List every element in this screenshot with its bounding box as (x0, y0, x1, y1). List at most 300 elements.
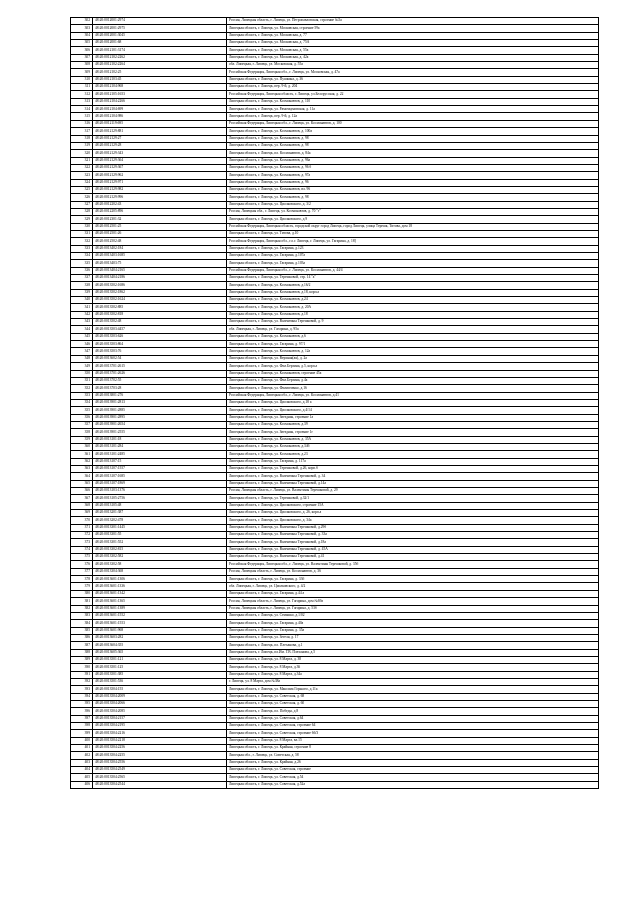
row-number-cell: 345 (71, 333, 93, 340)
table-row (71, 172, 599, 179)
row-number-cell: 308 (71, 62, 93, 69)
cadastral-number-cell: 48:20:0013901:2813 (93, 399, 227, 406)
row-number-cell: 337 (71, 275, 93, 282)
cadastral-number-cell: 48:20:0013601:1553 (93, 620, 227, 627)
row-number-cell: 368 (71, 502, 93, 509)
cadastral-number-cell: 48:20:0013107:1685 (93, 473, 227, 480)
table-row (71, 627, 599, 634)
address-cell: Липецкая область, г. Липецк, ул. Советская, строение (227, 767, 599, 774)
table-row (71, 289, 599, 296)
table-row (71, 620, 599, 627)
cadastral-number-cell: 48:20:0012104:2266 (93, 98, 227, 105)
table-row (71, 407, 599, 414)
address-cell: Липецкая область, г. Липецк, ул. Московская, д. 77 (227, 32, 599, 39)
cadastral-number-cell: 48:20:0012502:48 (93, 238, 227, 245)
cadastral-number-cell: 48:20:0013601:1336 (93, 583, 227, 590)
row-number-cell: 336 (71, 267, 93, 274)
address-cell: Липецкая область, г. Липецк, ул. Космонавтов, д.24 (227, 297, 599, 304)
address-cell: Липецкая область, г. Липецк, ул. Валентины Терешковой, д.29б (227, 524, 599, 531)
row-number-cell: 392 (71, 678, 93, 685)
row-number-cell: 342 (71, 311, 93, 318)
row-number-cell: 405 (71, 774, 93, 781)
address-cell: Россия, Липецкая область, г. Липецк, ул. Космонавтов, д. 36 (227, 568, 599, 575)
address-cell: Российская Федерация, Липецкая обл., г. Липецк, ул. Космонавтов, д. 44/4 (227, 267, 599, 274)
row-number-cell: 387 (71, 642, 93, 649)
cadastral-number-cell: 48:20:0013901:2895 (93, 414, 227, 421)
row-number-cell: 363 (71, 465, 93, 472)
address-cell: Липецкая область, г. Липецк, ул. Максима Горького, д.11а (227, 686, 599, 693)
table-row (71, 106, 599, 113)
table-row (71, 62, 599, 69)
cadastral-number-cell: 48:20:0012001:68 (93, 40, 227, 47)
cadastral-number-cell: 48:20:0013601:1306 (93, 576, 227, 583)
cadastral-number-cell: 48:20:0013107:1557 (93, 465, 227, 472)
row-number-cell: 343 (71, 319, 93, 326)
table-row (71, 385, 599, 392)
cadastral-number-cell: 48:20:0013504:2085 (93, 708, 227, 715)
cadastral-number-cell: 48:20:0013701:2626 (93, 370, 227, 377)
row-number-cell: 341 (71, 304, 93, 311)
address-cell: Липецкая область, г. Липецк, ул. Верхняя(ая), д. 2а (227, 355, 599, 362)
table-row (71, 76, 599, 83)
row-number-cell: 379 (71, 583, 93, 590)
row-number-cell: 365 (71, 480, 93, 487)
cadastral-number-cell: 48:20:0013301:55 (93, 532, 227, 539)
row-number-cell: 403 (71, 759, 93, 766)
table-row (71, 465, 599, 472)
cadastral-number-cell: 48:20:0013503:864 (93, 341, 227, 348)
address-cell: Липецкая область, г. Липецк, ул. Крайняя, д.26 (227, 759, 599, 766)
row-number-cell: 324 (71, 179, 93, 186)
row-number-cell: 332 (71, 238, 93, 245)
row-number-cell: 355 (71, 407, 93, 414)
address-cell: Липецкая область, г. Липецк, ул. Терешковой, д.32/1 (227, 495, 599, 502)
row-number-cell: 328 (71, 208, 93, 215)
table-row (71, 583, 599, 590)
cadastral-number-cell: 48:20:0012129:971 (93, 179, 227, 186)
table-row (71, 473, 599, 480)
table-row (71, 179, 599, 186)
cadastral-number-cell: 48:20:0012129:996 (93, 194, 227, 201)
address-cell: обл. Липецкая, г. Липецк, ул. Циолковского, д. 4/2 (227, 583, 599, 590)
cadastral-number-cell: 48:20:0013504:2565 (93, 774, 227, 781)
table-row (71, 436, 599, 443)
address-cell: Липецкая область, г. Липецк, пл. Плеханова, д.1 (227, 642, 599, 649)
row-number-cell: 327 (71, 201, 93, 208)
table-row (71, 326, 599, 333)
address-cell: Липецкая область, г. Липецк, ул. Космонавтов, д. 98 (227, 135, 599, 142)
cadastral-number-cell: 48:20:0013504:2216 (93, 730, 227, 737)
address-cell: Липецкая область, г. Липецк, ул. Советская, д.64 (227, 715, 599, 722)
row-number-cell: 404 (71, 767, 93, 774)
table-row (71, 495, 599, 502)
address-cell: Российская Федерация, Липецкая обл., г. Липецк, ул. Московская, д. 47а (227, 69, 599, 76)
table-row (71, 598, 599, 605)
table-row (71, 150, 599, 157)
row-number-cell: 378 (71, 576, 93, 583)
table-row (71, 612, 599, 619)
row-number-cell: 352 (71, 385, 93, 392)
address-cell: Липецкая область, г. Липецк, ул. Советская, строение 66/3 (227, 730, 599, 737)
row-number-cell: 381 (71, 598, 93, 605)
address-cell: Липецкая область, г. Липецк, ул. Фил.Берзина, д.4а (227, 377, 599, 384)
table-row (71, 84, 599, 91)
row-number-cell: 375 (71, 554, 93, 561)
table-row (71, 532, 599, 539)
table-row (71, 752, 599, 759)
address-cell: Липецкая область, г. Липецк, ул. 8 Марта, вл.15 (227, 737, 599, 744)
row-number-cell: 309 (71, 69, 93, 76)
address-cell: Липецкая область, г. Липецк, ул. 8 Марта, д.34а (227, 671, 599, 678)
row-number-cell: 326 (71, 194, 93, 201)
row-number-cell: 346 (71, 341, 93, 348)
cadastral-number-cell: 48:20:0013501:121 (93, 656, 227, 663)
address-cell: Российская Федерация, Липецкая обл., г. Липецк, ул. Валентины Терешковой, д. 35б (227, 561, 599, 568)
cadastral-number-cell: 48:20:0013601:1552 (93, 612, 227, 619)
cadastral-number-cell: 48:20:0012501:26 (93, 230, 227, 237)
cadastral-number-cell: 48:20:0013105:2756 (93, 495, 227, 502)
row-number-cell: 350 (71, 370, 93, 377)
row-number-cell: 396 (71, 708, 93, 715)
cadastral-number-cell: 48:20:0013702:55 (93, 377, 227, 384)
table-row (71, 40, 599, 47)
address-cell: Липецкая область, г. Липецк, ул. Космонавтов, д. 96 б (227, 164, 599, 171)
table-row (71, 355, 599, 362)
table-row (71, 451, 599, 458)
cadastral-number-cell: 48:20:0012301:32 (93, 216, 227, 223)
cadastral-number-cell: 48:20:0013701:2615 (93, 363, 227, 370)
address-cell: Липецкая область, г. Липецк, ул. Московская, строение 59а (227, 25, 599, 32)
row-number-cell: 305 (71, 40, 93, 47)
row-number-cell: 312 (71, 91, 93, 98)
cadastral-number-cell: 48:20:0012102:2264 (93, 62, 227, 69)
cadastral-number-cell: 48:20:0013901:2654 (93, 421, 227, 428)
table-row (71, 678, 599, 685)
address-cell: Липецкая область, г. Липецк, ул. Пушкина, д. 36 (227, 76, 599, 83)
table-row (71, 510, 599, 517)
row-number-cell: 397 (71, 715, 93, 722)
cadastral-number-cell: 48:20:0013404:2186 (93, 275, 227, 282)
cadastral-number-cell: 48:20:0013604:355 (93, 642, 227, 649)
cadastral-number-cell: 48:20:0013601:1389 (93, 605, 227, 612)
address-cell: Липецкая область, г. Липецк, ул. Гагарина, д.123 (227, 245, 599, 252)
cadastral-number-cell: 48:20:0013601:1365 (93, 598, 227, 605)
row-number-cell: 372 (71, 532, 93, 539)
table-row (71, 458, 599, 465)
address-cell: Липецкая область, г. Липецк, ул. Титова, д.10 (227, 230, 599, 237)
cadastral-number-cell: 48:20:0013605:365 (93, 649, 227, 656)
row-number-cell: 311 (71, 84, 93, 91)
cadastral-number-cell: 48:20:0013201:387 (93, 510, 227, 517)
cadastral-number-cell: 48:20:0013601:1342 (93, 590, 227, 597)
cadastral-number-cell: 48:20:0013403:1685 (93, 253, 227, 260)
address-cell: Липецкая область, г. Липецк, ул. Зегеля, д. 17 (227, 634, 599, 641)
address-cell: Липецкая область, г. Липецк, ул. Циолковского, д.9 (227, 216, 599, 223)
address-cell: Липецкая область, г. Липецк, пл.Им. Г.В. Плеханова, д.5 (227, 649, 599, 656)
row-number-cell: 338 (71, 282, 93, 289)
table-row (71, 363, 599, 370)
table-row (71, 319, 599, 326)
table-row (71, 693, 599, 700)
address-cell: Липецкая область, г. Липецк, ул. Космонавтов, д. 20А (227, 304, 599, 311)
cadastral-number-cell: 48:20:0012129:982 (93, 186, 227, 193)
cadastral-number-cell: 48:20:0012129:962 (93, 172, 227, 179)
table-row (71, 399, 599, 406)
row-number-cell: 406 (71, 781, 93, 788)
cadastral-number-cell: 48:20:0013107:15 (93, 458, 227, 465)
table-row (71, 781, 599, 788)
address-cell: Липецкая область, г. Липецк, ул. Валентины Терешковой, д. 33а (227, 532, 599, 539)
cadastral-number-cell: 48:20:0013302:582 (93, 554, 227, 561)
table-row (71, 377, 599, 384)
row-number-cell: 377 (71, 568, 93, 575)
table-row (71, 135, 599, 142)
table-row (71, 568, 599, 575)
table-row (71, 502, 599, 509)
table-row (71, 554, 599, 561)
row-number-cell: 339 (71, 289, 93, 296)
cadastral-number-cell: 48:20:0012129:881 (93, 128, 227, 135)
address-cell: Липецкая область, г. Липецк, ул. Крайняя, строение 8 (227, 745, 599, 752)
cadastral-number-cell: 48:20:0012501:25 (93, 223, 227, 230)
row-number-cell: 306 (71, 47, 93, 54)
cadastral-number-cell: 48:20:0013105:48 (93, 502, 227, 509)
table-row (71, 488, 599, 495)
address-cell: Липецкая область, г. Липецк, ул. Космонавтов, д.34б (227, 443, 599, 450)
row-number-cell: 373 (71, 539, 93, 546)
table-row (71, 341, 599, 348)
table-row (71, 282, 599, 289)
cadastral-number-cell: 48:20:0013504:2218 (93, 737, 227, 744)
table-row (71, 634, 599, 641)
table-row (71, 605, 599, 612)
row-number-cell: 315 (71, 113, 93, 120)
address-cell: Липецкая область, г. Липецк, ул. Космонавтов, д. 98 (227, 194, 599, 201)
address-cell: Липецкая область, г. Липецк, пер. 9-й, д. 204 (227, 84, 599, 91)
table-row (71, 54, 599, 61)
table-row (71, 664, 599, 671)
address-cell: Липецкая область, г. Липецк, ул. Валентины Терешковой, д. 45А (227, 546, 599, 553)
row-number-cell: 376 (71, 561, 93, 568)
cadastral-number-cell: 48:20:0012202:43 (93, 201, 227, 208)
table-row (71, 686, 599, 693)
row-number-cell: 314 (71, 106, 93, 113)
address-cell: Липецкая область, г. Липецк, ул. Валентины Терешковой, д. 34 (227, 473, 599, 480)
cadastral-number-cell: 48:20:0013302:58 (93, 561, 227, 568)
address-cell: Липецкая область, г. Липецк, ул. Гагарина, д. 97/1 (227, 341, 599, 348)
address-cell: Липецкая область, г. Липецк, ул. Космонавтов, вл. 96 (227, 186, 599, 193)
row-number-cell: 325 (71, 186, 93, 193)
table-row (71, 208, 599, 215)
table-row (71, 774, 599, 781)
cadastral-number-cell: 48:20:0012129:28 (93, 142, 227, 149)
table-row (71, 91, 599, 98)
address-cell: Липецкая область, г. Липецк, ул. Космонавтов, д. 98 (227, 142, 599, 149)
cadastral-number-cell: 48:20:0012102:25 (93, 69, 227, 76)
cadastral-number-cell: 48:20:0013502:1624 (93, 297, 227, 304)
address-cell: Липецкая область, г. Липецк, ул. Циолковского, д. 26, корп.а (227, 510, 599, 517)
row-number-cell: 316 (71, 120, 93, 127)
table-row (71, 539, 599, 546)
cadastral-number-cell: 48:20:0013502:818 (93, 311, 227, 318)
table-row (71, 120, 599, 127)
cadastral-number-cell: 48:20:0012001:3045 (93, 32, 227, 39)
row-number-cell: 400 (71, 737, 93, 744)
cadastral-number-cell: 48:20:0012001:2975 (93, 25, 227, 32)
cadastral-number-cell: 48:20:0013504:155 (93, 686, 227, 693)
address-cell: Липецкая область, г. Липецк, ул. Космонавтов, д. 35А (227, 436, 599, 443)
address-cell: Липецкая область, г. Липецк, ул. 8 Марта, д.36 (227, 664, 599, 671)
address-cell: Липецкая область, г. Липецк, ул. Гагарина, д.103а (227, 260, 599, 267)
cadastral-number-cell: 48:20:0012129:364 (93, 157, 227, 164)
table-row (71, 194, 599, 201)
table-row (71, 260, 599, 267)
cadastral-number-cell: 48:20:0013504:2544 (93, 781, 227, 788)
cadastral-number-cell: 48:20:0012205:896 (93, 208, 227, 215)
row-number-cell: 362 (71, 458, 93, 465)
cadastral-number-cell: 48:20:0012102:2262 (93, 54, 227, 61)
cadastral-number-cell: 48:20:0013501:385 (93, 671, 227, 678)
row-number-cell: 385 (71, 627, 93, 634)
row-number-cell: 402 (71, 752, 93, 759)
address-cell: Липецкая область, г. Липецк, ул. Московская, д. 42а (227, 54, 599, 61)
table-row (71, 745, 599, 752)
cadastral-number-cell: 48:20:0012129:27 (93, 135, 227, 142)
table-body (71, 18, 599, 789)
address-cell: Липецкая область, г. Липецк, ул. Московская, д. 55а (227, 47, 599, 54)
table-row (71, 157, 599, 164)
cadastral-number-cell: 48:20:0013502:1686 (93, 282, 227, 289)
cadastral-number-cell: 48:20:0013101:2485 (93, 451, 227, 458)
row-number-cell: 333 (71, 245, 93, 252)
address-cell: Российская Федерация, Липецкая обл., г. Липецк, ул. Космонавтов, д. 100 (227, 120, 599, 127)
row-number-cell: 330 (71, 223, 93, 230)
address-cell: г. Липецк, ул. 8 Марта, дом №38а (227, 678, 599, 685)
cadastral-number-cell: 48:20:0013502:48 (93, 319, 227, 326)
table-row (71, 128, 599, 135)
address-cell: Липецкая область, г. Липецк, ул. Звездная, строение 1г (227, 429, 599, 436)
address-cell: Россия, Липецкая область, г. Липецк, ул. Гагарина, д. 53б (227, 605, 599, 612)
row-number-cell: 374 (71, 546, 93, 553)
cadastral-number-cell: 48:20:0013103:1376 (93, 488, 227, 495)
address-cell: Российская Федерация, Липецкая обл., г. Липецк, ул. Космонавтов, д.41 (227, 392, 599, 399)
address-cell: Липецкая область, г. Липецк, ул. Филипченко, д.16 (227, 385, 599, 392)
row-number-cell: 303 (71, 25, 93, 32)
cadastral-number-cell: 48:20:0013107:1869 (93, 480, 227, 487)
row-number-cell: 320 (71, 150, 93, 157)
address-cell: Липецкая область, г. Липецк, пер. 9-й, д. 12а (227, 113, 599, 120)
table-row (71, 429, 599, 436)
cadastral-number-cell: 48:20:0013101:18 (93, 436, 227, 443)
address-cell: Липецкая область, г. Липецк, ул. Гагарина, д. 35а (227, 627, 599, 634)
row-number-cell: 391 (71, 671, 93, 678)
row-number-cell: 370 (71, 517, 93, 524)
table-row (71, 304, 599, 311)
table-row (71, 311, 599, 318)
land-parcel-table (70, 17, 599, 789)
address-cell: Липецкая область, г. Липецк, ул. Валентины Терешковой, д.14а (227, 480, 599, 487)
address-cell: обл. Липецкая, г. Липецк, ул. Московская, д. 55а (227, 62, 599, 69)
address-cell: Липецкая область, г. Липецк, ул. Гагарина, д.107а (227, 253, 599, 260)
cadastral-number-cell: 48:20:0013503:4457 (93, 326, 227, 333)
row-number-cell: 364 (71, 473, 93, 480)
table-row (71, 69, 599, 76)
address-cell: Липецкая область, г. Липецк, ул. Советская, строение 64 (227, 723, 599, 730)
cadastral-number-cell: 48:20:0013504:2255 (93, 752, 227, 759)
cadastral-number-cell: 48:20:0013101:284 (93, 443, 227, 450)
row-number-cell: 399 (71, 730, 93, 737)
table-row (71, 230, 599, 237)
cadastral-number-cell: 48:20:0013202:478 (93, 517, 227, 524)
table-row (71, 348, 599, 355)
table-row (71, 524, 599, 531)
address-cell: Липецкая область, г. Липецк, ул. Циолковского, д.4/14 (227, 407, 599, 414)
row-number-cell: 359 (71, 436, 93, 443)
table-row (71, 392, 599, 399)
address-cell: Липецкая область, г. Липецк, ул. Космонавтов, д. 100а (227, 128, 599, 135)
row-number-cell: 380 (71, 590, 93, 597)
address-cell: Липецкая область, г. Липецк, ул. Космонавтов, д.23 (227, 451, 599, 458)
row-number-cell: 390 (71, 664, 93, 671)
address-cell: Российская Федерация, Липецкая обл., г.о.г. Липецк, г. Липецк, ул. Гагарина, д. 18] (227, 238, 599, 245)
cadastral-number-cell: 48:20:0013703:28 (93, 385, 227, 392)
table-row (71, 517, 599, 524)
table-row (71, 421, 599, 428)
address-cell: Липецкая область, г. Липецк, ул. Космонавтов, строение 45а (227, 370, 599, 377)
row-number-cell: 349 (71, 363, 93, 370)
row-number-cell: 353 (71, 392, 93, 399)
cadastral-number-cell: 48:20:0013504:2157 (93, 715, 227, 722)
table-row (71, 576, 599, 583)
table-row (71, 759, 599, 766)
table-row (71, 238, 599, 245)
cadastral-number-cell: 48:20:0013601:968 (93, 627, 227, 634)
address-cell: Липецкая область, г. Липецк, ул. Гагарина, д. 33б (227, 576, 599, 583)
address-cell: Липецкая область, г. Липецк, ул. Терешковой, д.26, корп.б (227, 465, 599, 472)
row-number-cell: 395 (71, 700, 93, 707)
cadastral-number-cell: 48:20:0013504:2549 (93, 767, 227, 774)
table-row (71, 245, 599, 252)
row-number-cell: 351 (71, 377, 93, 384)
address-cell: Липецкая область, г. Липецк, ул. Космонавтов, д. 97а (227, 172, 599, 179)
address-cell: Липецкая область, г. Липецк, ул. Циолковского, д. 34а (227, 517, 599, 524)
table-row (71, 730, 599, 737)
table-row (71, 297, 599, 304)
row-number-cell: 388 (71, 649, 93, 656)
cadastral-number-cell: 48:20:0013503:76 (93, 348, 227, 355)
table-row (71, 414, 599, 421)
cadastral-number-cell: 48:20:0012104:968 (93, 84, 227, 91)
address-cell: Россия, Липецкая область, г. Липецк, ул. Петропавловская, строение №5а (227, 18, 599, 25)
row-number-cell: 310 (71, 76, 93, 83)
cadastral-number-cell: 48:20:0012105:1653 (93, 91, 227, 98)
table-row (71, 47, 599, 54)
address-cell: Липецкая область, г. Липецк, ул. Космонавтов, д.39 (227, 421, 599, 428)
row-number-cell: 382 (71, 605, 93, 612)
row-number-cell: 335 (71, 260, 93, 267)
table-row (71, 18, 599, 25)
address-cell: Российская Федерация, Липецкая область, г. Липецк, ул.Белорусская, д. 22 (227, 91, 599, 98)
address-cell: Липецкая область, г. Липецк, ул. Советская, д. 60 (227, 700, 599, 707)
row-number-cell: 334 (71, 253, 93, 260)
row-number-cell: 340 (71, 297, 93, 304)
table-row (71, 649, 599, 656)
row-number-cell: 317 (71, 128, 93, 135)
cadastral-number-cell: 48:20:0013504:2066 (93, 700, 227, 707)
address-cell: Российская Федерация, Липецкая область, городской округ город Липецк, город Липецк, улица Терешк, Титова, дом 18 (227, 223, 599, 230)
cadastral-number-cell: 48:20:0013301:552 (93, 539, 227, 546)
row-number-cell: 331 (71, 230, 93, 237)
